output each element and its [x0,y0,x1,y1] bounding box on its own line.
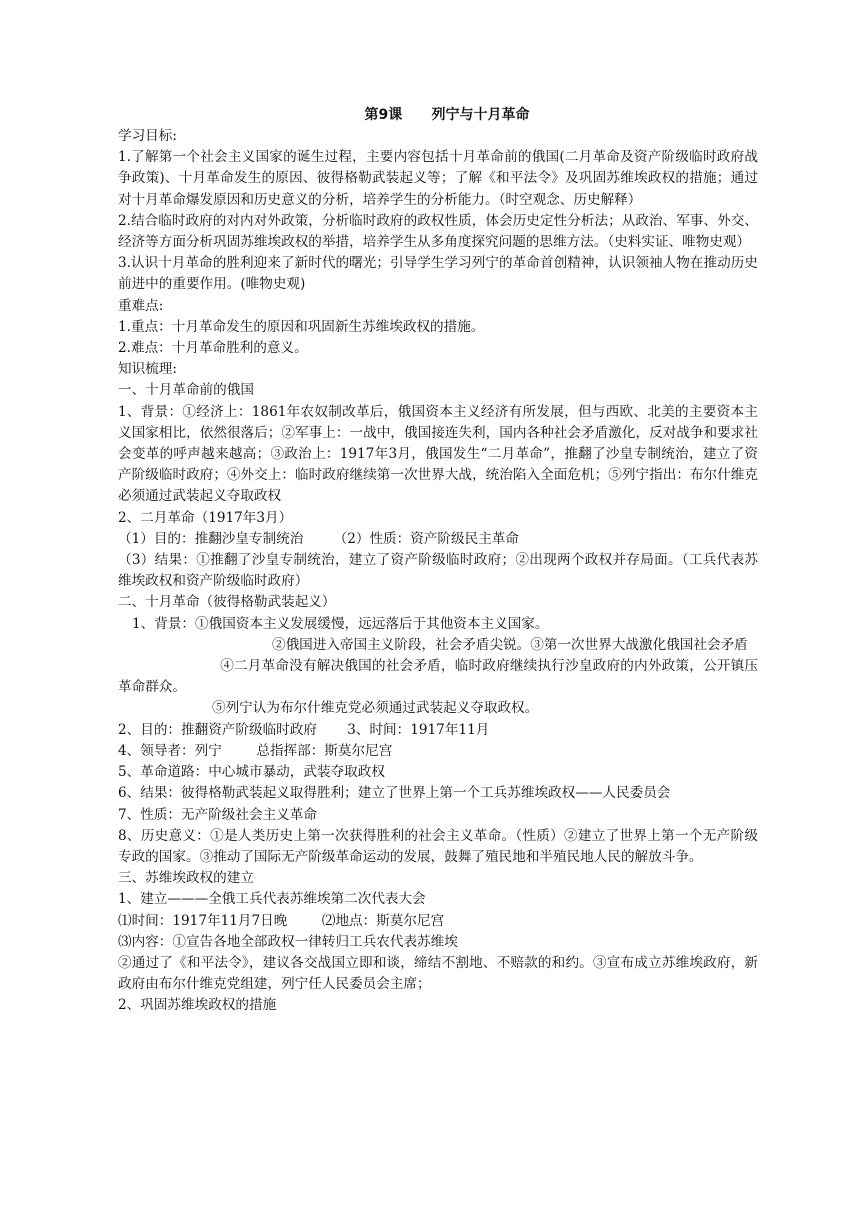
lesson-title: 第9课 列宁与十月革命 [364,107,530,123]
soviet-establishment: 1、建立———全俄工兵代表苏维埃第二次代表大会 [118,891,426,908]
february-result: （3）结果：①推翻了沙皇专制统治，建立了资产阶级临时政府；②出现两个政权并存局面。（工兵代表苏维埃政权和资产阶级临时政府） [118,552,758,590]
october-nature: 7、性质：无产阶级社会主义革命 [118,806,317,823]
heading-february-revolution: 2、二月革命（1917年3月） [118,509,293,526]
october-result: 6、结果：彼得格勒武装起义取得胜利；建立了世界上第一个工兵苏维埃政权——人民委员会 [118,785,671,802]
key-point: 1.重点：十月革命发生的原因和巩固新生苏维埃政权的措施。 [118,318,485,335]
paragraph-background: 1、背景：①经济上：1861年农奴制改革后，俄国资本主义经济有所发展，但与西欧、北美的主要资本主义国家相比，依然很落后；②军事上：一战中，俄国接连失利，国内各种社会矛盾激化，反对战争和要求社会变革的呼声越来越高；③政治上：1917年3月，俄国发生“二月革命”，推翻了沙皇专制统治，建立了资产阶级临时政府；④外交上：临时政府继续第一次世界大战，统治陷入全面危机；⑤列宁指出：布尔什维克必须通过武装起义夺取政权 [118,403,758,505]
section-label-key-points: 重难点: [118,297,164,314]
october-significance: 8、历史意义：①是人类历史上第一次获得胜利的社会主义革命。（性质）②建立了世界上第一个无产阶级专政的国家。③推动了国际无产阶级革命运动的发展，鼓舞了殖民地和半殖民地人民的解放斗争。 [118,827,758,865]
october-background-4: ⑤列宁认为布尔什维克党必须通过武装起义夺取政权。 [212,700,539,717]
document-page [118,104,758,1017]
october-path: 5、革命道路：中心城市暴动，武装夺取政权 [118,764,385,781]
soviet-time-place: ⑴时间：1917年11月7日晚 ⑵地点：斯莫尔尼宫 [118,912,445,929]
february-purpose-nature: （1）目的：推翻沙皇专制统治 （2）性质：资产阶级民主革命 [118,530,519,547]
objective-1: 1.了解第一个社会主义国家的诞生过程，主要内容包括十月革命前的俄国(二月革命及资产阶级临时政府战争政策)、十月革命发生的原因、彼得格勒武装起义等；了解《和平法令》及巩固苏维埃政权的措施；通过对十月革命爆发原因和历史意义的分析，培养学生的分析能力。（时空观念、历史解释） [118,149,758,208]
october-leader: 4、领导者：列宁 总指挥部：斯莫尔尼宫 [118,742,393,759]
soviet-consolidation: 2、巩固苏维埃政权的措施 [118,997,277,1014]
october-purpose-time: 2、目的：推翻资产阶级临时政府 3、时间：1917年11月 [118,721,490,738]
difficult-point: 2.难点：十月革命胜利的意义。 [118,340,308,357]
section-label-knowledge: 知识梳理: [118,361,177,378]
soviet-content-2: ②通过了《和平法令》，建议各交战国立即和谈，缔结不割地、不赔款的和约。③宣布成立苏维埃政府，新政府由布尔什维克党组建，列宁任人民委员会主席； [118,954,758,993]
october-background-3-text: ④二月革命没有解决俄国的社会矛盾，临时政府继续执行沙皇政府的内外政策，公开镇压革命群众。 [118,658,758,696]
october-background-2-text: ②俄国进入帝国主义阶段，社会矛盾尖锐。③第一次世界大战激化俄国社会矛盾 [272,636,748,653]
heading-part-1: 一、十月革命前的俄国 [118,382,254,399]
objective-3: 3.认识十月革命的胜利迎来了新时代的曙光；引导学生学习列宁的革命首创精神，认识领袖人物在推动历史前进中的重要作用。(唯物史观) [118,255,758,293]
heading-part-3: 三、苏维埃政权的建立 [118,870,254,887]
soviet-content-1: ⑶内容：①宣告各地全部政权一律转归工兵农代表苏维埃 [118,933,458,950]
october-background-2 [118,635,758,656]
objective-2: 2.结合临时政府的对内对外政策，分析临时政府的政权性质，体会历史定性分析法；从政治、军事、外交、经济等方面分析巩固苏维埃政权的举措，培养学生从多角度探究问题的思维方法。（史料实证、唯物史观） [118,212,758,251]
section-label-objectives: 学习目标: [118,128,177,144]
october-background-1: 1、背景：①俄国资本主义发展缓慢，远远落后于其他资本主义国家。 [132,615,549,632]
heading-part-2: 二、十月革命（彼得格勒武装起义） [118,594,336,611]
october-background-3 [118,656,758,698]
